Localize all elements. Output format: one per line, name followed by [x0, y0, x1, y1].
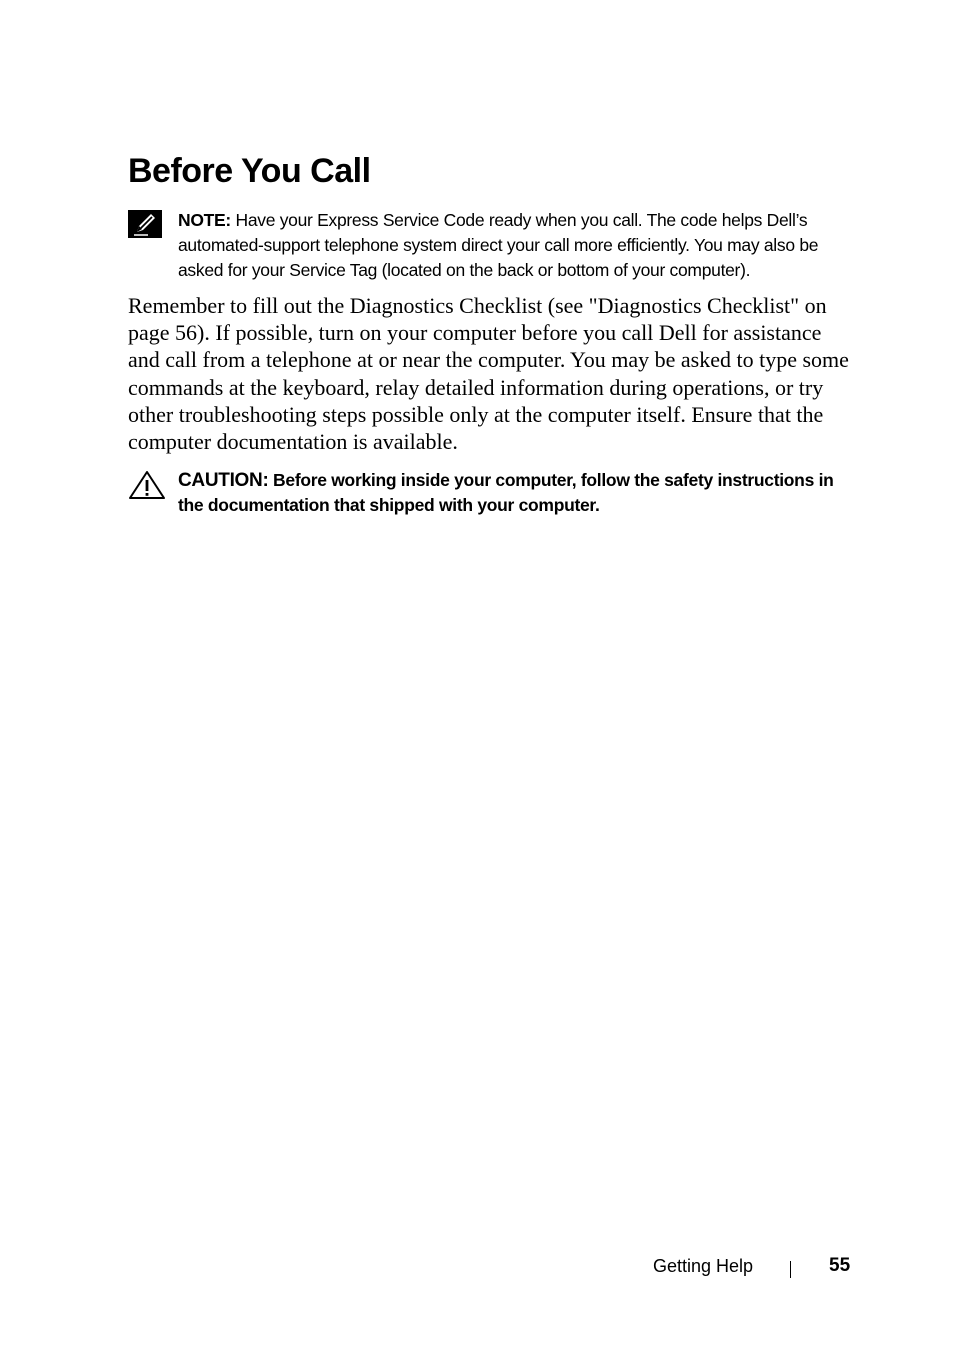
caution-block [128, 468, 858, 518]
page-title: Before You Call [128, 152, 371, 190]
note-block [128, 208, 858, 283]
page-number: 55 [829, 1255, 851, 1276]
footer-divider [790, 1261, 791, 1278]
caution-text [178, 468, 858, 518]
note-pencil-icon [128, 210, 162, 238]
footer-section-title: Getting Help [653, 1256, 754, 1276]
caution-body: Before working inside your computer, follow the safety instructions in the documentation that shipped with your computer. [178, 470, 834, 515]
caution-label: CAUTION: [178, 470, 269, 491]
warning-triangle-icon [128, 470, 166, 500]
note-label: NOTE: [178, 210, 231, 230]
note-text [178, 208, 858, 283]
body-paragraph: Remember to fill out the Diagnostics Checklist (see "Diagnostics Checklist" on page 56). If possible, turn on your computer before you call Dell for assistance and call from a telephone at or near the computer. You may be asked to type some commands at the keyboard, relay detailed information during operations, or try other troubleshooting steps possible only at the computer itself. Ensure that the computer documentation is available. [128, 293, 849, 455]
page-footer [0, 1254, 954, 1284]
note-body: Have your Express Service Code ready when you call. The code helps Dell’s automated-support telephone system direct your call more efficiently. You may also be asked for your Service Tag (located on the back or bottom of your computer). [178, 210, 819, 280]
